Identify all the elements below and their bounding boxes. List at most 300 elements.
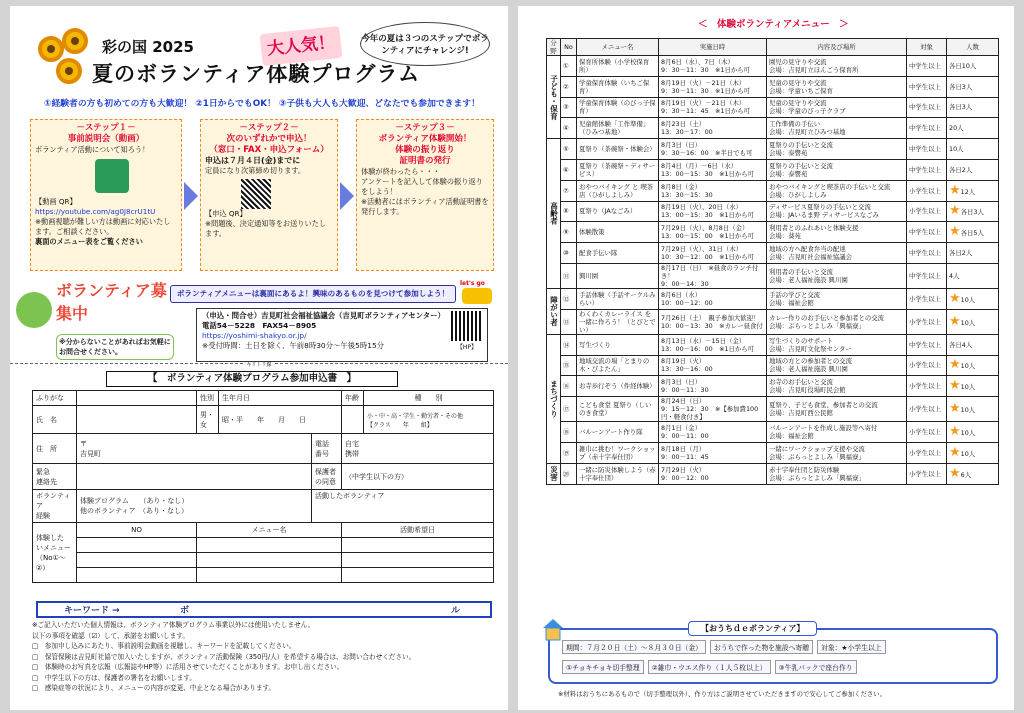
mascot-icon [16,292,52,328]
venue-text: 会場：吉見町西公民館 [769,409,833,418]
datetime-cell [659,159,767,180]
flyer-menu-page [518,6,1014,710]
age-label: 年齢 [342,391,364,406]
menu-row [547,159,999,180]
count-cell [947,376,999,397]
menu-name: 児童館体験「工作準備」（ひみつ基地） [577,118,659,139]
target-cell: 中学生以上 [907,159,947,180]
menu-name: 雑巾に挑む！ワークショップ（赤十字奉仕団） [577,442,659,463]
count-cell [947,397,999,422]
wish-menu-field[interactable] [197,568,342,583]
menu-row [547,463,999,484]
step-title: －ステップ３－ [395,123,455,133]
step-title: －ステップ２－ [239,123,299,133]
gender-label: 性別 [197,391,219,406]
step-subtitle: ボランティア体験開始！ [378,134,472,144]
count-cell [947,97,999,118]
venue-text: 会場：福祉会館 [769,298,814,307]
count-cell [947,463,999,484]
star-icon: ★ [949,290,961,306]
page-title: 夏のボランティア体験プログラム [92,62,421,86]
arrow-right-icon [340,182,354,210]
wish-menu-field[interactable] [197,553,342,568]
col-header-category: 分野 [547,39,561,56]
note-checkbox-item[interactable]: □ 感染症等の状況により、メニューの内容が変更、中止となる場合があります。 [32,684,276,692]
event-time: 13：30－16：00 [661,365,713,374]
count-value: 10人 [949,145,964,154]
step-subtitle: 証明書の発行 [399,156,451,166]
content-text: 児童の見守りや交流 [769,99,827,108]
row-number: ⑤ [561,139,577,160]
count-cell [947,334,999,355]
step-text: ボランティア活動について知ろう！ [35,145,150,154]
content-cell [767,56,907,77]
furigana-field[interactable] [77,391,197,406]
event-time: 13：00－15：30 ※1日から可 [661,169,755,178]
recruit-note: ※分からないことがあればお気軽にお問合せください。 [56,334,174,360]
menu-name: 地域交流の場「とまりの木・びよたん」 [577,355,659,376]
age-field[interactable] [342,406,364,434]
event-time: 13：30－17：00 [661,128,713,137]
count-cell [947,118,999,139]
content-text: 赤十字奉仕団と防災体験 [769,465,840,474]
count-cell [947,56,999,77]
note-checkbox-item[interactable]: □ 中学生以下の方は、保護者の署名をお願いします。 [32,673,196,682]
step-text: 体験が終わったら・・・ [361,167,440,176]
target-cell: 中学生以上 [907,243,947,264]
datetime-cell [659,288,767,309]
content-cell [767,76,907,97]
menu-row [547,243,999,264]
birth-field[interactable]: 昭・平 年 月 日 [219,406,342,434]
speech-bubble: 今年の夏は３つのステップでボランティアにチャレンジ! [360,22,490,66]
count-value: 10人 [960,362,976,371]
datetime-cell [659,334,767,355]
emergency-label: 連絡先 [36,477,57,486]
contact-box [196,308,488,362]
menu-header: メニュー名 [197,523,342,538]
row-number: ⑧ [561,201,577,222]
venue-text: 会場：吉見町立ほんごう保育所 [769,65,859,74]
menu-name: 学童保育体験（いちご保育） [577,76,659,97]
step-text: アンケートを記入して体験の振り返りをしよう！ [361,177,483,196]
star-icon: ★ [949,224,961,240]
wish-date-field[interactable] [342,553,494,568]
sunflower-icon [56,58,82,84]
category-cell: 子ども・保育 [547,56,561,139]
menu-name: 写生づくり [577,334,659,355]
col-header-content: 内容及び場所 [767,39,907,56]
gender-field[interactable]: 男・女 [197,406,219,434]
content-text: バルーンアートを作成し施設等へ寄付 [769,424,878,433]
target-cell: 小学生以上 [907,180,947,201]
venue-text: 会場：学童いちご保育 [769,86,833,95]
datetime-cell [659,243,767,264]
step-text: ※問題後、決定通知等をお送りいたします。 [205,219,327,238]
menu-name: 夏祭り（JAなごみ） [577,201,659,222]
menu-name: 夏祭り（茶碗祭・体験会） [577,139,659,160]
datetime-cell [659,97,767,118]
recruit-area [16,278,174,360]
venue-text: 会場：泰響苑 [769,149,808,158]
datetime-cell [659,309,767,334]
home-volunteer-item: ③牛乳パックで座台作り [775,660,857,674]
menu-row [547,309,999,334]
content-cell [767,159,907,180]
event-date: 8月23日（土） [661,120,706,129]
event-date: 8月8日（金） [661,182,702,191]
row-number: ⑲ [561,442,577,463]
town-field[interactable]: 吉見町 [80,449,101,458]
datetime-cell [659,222,767,243]
count-cell [947,442,999,463]
count-cell [947,159,999,180]
target-cell: 中学生以上 [907,139,947,160]
col-header-menu: メニュー名 [577,39,659,56]
menu-name: 体験散策 [577,222,659,243]
content-cell [767,222,907,243]
datetime-cell [659,422,767,443]
menu-row [547,263,999,288]
number-label: 番号 [315,449,329,458]
wish-no-field[interactable] [77,553,197,568]
application-form [32,390,494,583]
venue-text: 会場：ひがしよしみ [769,190,827,199]
count-value: 12人 [960,187,976,196]
step-3-box [356,119,494,271]
menu-name: お寺歩行ぞう（件経体験） [577,376,659,397]
experience-program-field[interactable]: 体験プログラム （あり・なし） [80,497,189,505]
wish-no-field[interactable] [77,538,197,553]
datetime-cell [659,118,767,139]
contact-phone: 電話54－5228 FAX54－8905 [202,321,317,330]
event-time: 9：00－11：00 [661,432,709,441]
menu-row [547,97,999,118]
event-date: 8月6日（水） [661,290,702,299]
home-phone-field[interactable]: 自宅 [345,439,359,448]
content-cell [767,288,907,309]
event-time: 13：30－15：30 [661,190,713,199]
count-cell [947,243,999,264]
hp-qr-icon [451,311,481,341]
wish-date-field[interactable] [342,568,494,583]
video-link[interactable]: https://youtube.com/ag0J8crU1tU [35,207,156,216]
event-date: 8月24日（日） [661,397,706,406]
target-cell: 中学生以上 [907,334,947,355]
event-date: 7月29日（火）、31日（木） [661,245,743,254]
venue-text: 会場：吉見町立ひみつ基地 [769,128,846,137]
contact-url[interactable]: https://yoshimi-shakyo.or.jp/ [202,331,307,340]
content-cell [767,201,907,222]
wish-date-field[interactable] [342,538,494,553]
col-header-no: No [561,39,577,56]
datetime-cell [659,397,767,422]
recruit-title: ボランティア募集中 [56,281,167,323]
event-time: 10：30－12：00 ※1日から可 [661,253,755,262]
house-icon [542,618,564,642]
content-cell [767,397,907,422]
menu-name: 保育所体験（小学校保育所） [577,56,659,77]
home-volunteer-target: 対象：★小学生以上 [817,640,885,654]
event-date: 8月6日（水）、7日（木） [661,57,734,66]
count-cell [947,263,999,288]
note-checkbox-item[interactable]: □ 体験時のお写真を広報（広報誌やHP等）に活用させていただくことがあります。お申し出ください。 [32,663,344,671]
count-cell [947,288,999,309]
wish-no-field[interactable] [77,568,197,583]
menu-row [547,334,999,355]
venue-text: 会場：泰響苑 [769,169,808,178]
venue-text: 会場：吉見町役場町民会館 [769,386,846,395]
count-value: 10人 [960,318,976,327]
content-text: 地域の方との参加者との交流 [769,357,853,366]
letsgo-label: let's go [460,280,485,287]
event-date: 8月19日（火） [661,357,706,366]
star-icon: ★ [949,465,961,481]
venue-text: 会場：学童のびっ子クラブ [769,107,846,116]
menu-table [546,38,999,485]
guardian-field[interactable]: （中学生以下の方） [342,464,494,490]
content-text: 手話の学びと交流 [769,290,821,299]
event-time: 9：30－11：45 ※1日から可 [661,107,751,116]
furigana-label: ふりがな [33,391,77,406]
phone-person-icon [95,159,129,193]
experience-other-field[interactable]: 他のボランティア （あり・なし） [80,507,188,515]
venue-text: 会場：ぶらっとよしみ「興福寮」 [769,452,865,461]
emergency-label: 緊急 [36,467,50,476]
content-cell [767,376,907,397]
count-value: 20人 [949,124,964,133]
step-text: 裏面のメニュー表をご覧ください [35,237,143,246]
event-date: 8月1日（金） [661,424,702,433]
menu-row [547,288,999,309]
count-cell [947,222,999,243]
content-cell [767,243,907,264]
menu-name: わくわくカレーライス を一緒に作ろう！（とびとでい） [577,309,659,334]
event-time: 10：00－12：00 [661,298,713,307]
row-number: ③ [561,97,577,118]
note-checkbox-item[interactable]: □ 保管保険は吉見町社協で加入いたしますが、ボランティア活動保険（350円/人）を希望する場合は、お問い合わせください。 [32,652,416,661]
phone-label: 電話 [315,439,329,448]
step-text: 【動画 QR】 [35,197,77,206]
keyword-char-ru: ル [451,606,461,616]
count-cell [947,422,999,443]
count-value: 各日3人 [949,103,973,112]
category-cell: 災害 [547,463,561,484]
event-time: 9：30－16：00 ※半日でも可 [661,149,753,158]
row-number: ⑮ [561,355,577,376]
form-title: 【 ボランティア体験プログラム参加申込書 】 [106,371,398,387]
content-text: おやつバイキングと喫茶店の手伝いと交流 [769,182,891,191]
menu-name: 夏祭り（茶碗祭・ディサービス） [577,159,659,180]
home-volunteer-note: ※材料はおうちにあるもので（切手整理以外）、作り方はご説明させていただきますので安心してご参加ください。 [558,690,887,698]
target-cell: 中学生以上 [907,263,947,288]
venue-text: 会場：ぶらっとよしみ「興福寮」 [769,473,865,482]
content-text: 利用者とのふれあいと体験支援 [769,224,859,233]
star-icon: ★ [949,424,961,440]
star-icon: ★ [949,401,961,417]
venue-text: 会場：吉見町社会福祉協議会 [769,253,853,262]
step-2-box [200,119,338,271]
menu-name: バルーンアート作り隊 [577,422,659,443]
star-icon: ★ [949,203,961,219]
venue-text: 会場：吉見町文化祭センター [769,344,852,353]
event-time: 13：00－16：00 ※1日から可 [661,344,755,353]
experience-label: ボランティア [36,492,71,510]
row-number: ⑯ [561,376,577,397]
content-text: 写生づくりのサポート [769,336,833,345]
datetime-cell [659,201,767,222]
count-cell [947,139,999,160]
content-cell [767,463,907,484]
target-cell: 小学生以上 [907,397,947,422]
col-header-datetime: 実施日時 [659,39,767,56]
venue-text: 会場：老人福祉施設 興川園 [769,275,848,284]
postal-field[interactable]: 〒 [80,439,87,448]
row-number: ⑩ [561,243,577,264]
count-value: 6人 [960,470,972,479]
home-volunteer-desc: おうちで作った物を施設へ寄贈 [710,640,813,654]
menu-row [547,355,999,376]
venue-text: 会場：葵苑 [769,232,801,241]
datetime-cell [659,442,767,463]
star-icon: ★ [949,313,961,329]
no-header: NO [77,523,197,538]
count-value: 各日4人 [949,340,973,349]
content-cell [767,118,907,139]
target-cell: 小学生以上 [907,309,947,334]
step-title: －ステップ１－ [76,123,136,133]
event-time: 9：15－12：30 ※【参加費100円・軽食付き】 [661,405,759,422]
target-cell: 中学生以上 [907,118,947,139]
content-cell [767,139,907,160]
class-field[interactable]: 【クラス 年 組】 [367,421,433,429]
menu-name: おやつバイキング と 喫茶店（ひがしよしみ） [577,180,659,201]
emergency-field[interactable] [77,464,312,490]
name-field[interactable] [77,406,197,434]
content-cell [767,309,907,334]
row-number: ⑫ [561,288,577,309]
count-cell [947,309,999,334]
event-date: 7月29日（火） [661,465,706,474]
event-time: 9：00－12：00 [661,473,709,482]
row-number: ⑬ [561,309,577,334]
target-cell: 小学生以上 [907,355,947,376]
content-cell [767,442,907,463]
row-number: ⑦ [561,180,577,201]
hp-label: 【HP】 [456,344,477,351]
count-value: 各日2人 [949,249,973,258]
step-text: ※動画視聴が難しい方は動画に対応いたします。ご相談ください。 [35,217,171,236]
target-cell: 中学生以上 [907,56,947,77]
row-number: ⑪ [561,263,577,288]
step-subtitle: 次のいずれかで申込！ [226,134,312,144]
event-time: 9：00－14：30 [661,279,709,288]
target-cell: 小学生以上 [907,376,947,397]
count-value: 10人 [960,295,976,304]
menu-row [547,56,999,77]
datetime-cell [659,376,767,397]
title-year: 彩の国 2025 [102,38,194,56]
datetime-cell [659,56,767,77]
home-volunteer-item: ②雑巾・ウエス作り（１人５枚以上） [648,660,771,674]
row-number: ⑳ [561,463,577,484]
category-cell: 高齢者 [547,139,561,289]
step-subtitle: 体験の振り返り [395,145,455,155]
star-icon: ★ [949,444,961,460]
keyword-field[interactable] [36,601,492,618]
event-date: 7月29日（火）、8月8日（金） [661,224,749,233]
note-checkbox-item[interactable]: □ 参加申し込みにあたり、事前説明会動画を視聴し、キーワードを記載してください。 [32,642,296,650]
content-text: ディサービス夏祭りの手伝いと交流 [769,203,871,212]
menu-name: 学童保育体験（のびっ子保育） [577,97,659,118]
menu-row [547,376,999,397]
venue-text: 会場：JAいるま野 ディサービスなごみ [769,211,879,220]
wish-menu-field[interactable] [197,538,342,553]
event-time: 10：00－13：30 ※カレー昼食付 [661,321,763,330]
count-cell [947,355,999,376]
datetime-cell [659,355,767,376]
count-cell [947,180,999,201]
step-subtitle: （窓口・FAX・申込フォーム） [209,145,329,155]
count-value: 各日5人 [960,229,984,238]
row-number: ⑨ [561,222,577,243]
venue-text: 会場：ぶらっとよしみ「興福寮」 [769,321,865,330]
event-date: 8月13日（水）－15日（金） [661,336,746,345]
home-volunteer-title: 【おうちｄｅボランティア】 [688,621,817,636]
step-1-box [30,119,182,271]
content-cell [767,180,907,201]
experience-label: 経験 [36,512,50,520]
row-number: ⑰ [561,397,577,422]
content-text: 一緒にワークショップ支援や交流 [769,444,865,453]
activity-field[interactable]: 活動したボランティア [312,490,494,523]
keyword-char-bo: ボ [180,606,190,616]
note-item: 以下の事項を確認（☑）して、承諾をお願いします。 [32,631,189,640]
count-value: 各日3人 [960,208,984,217]
col-header-target: 対象 [907,39,947,56]
event-date: 7月26日（土） 親子参加大歓迎！ [661,313,760,322]
menu-name: 興川園 [577,263,659,288]
row-number: ⑱ [561,422,577,443]
target-cell: 小学生以上 [907,463,947,484]
count-value: 各日3人 [949,82,973,91]
content-text: 夏祭り、子ども食堂、参加者との交流 [769,401,878,410]
datetime-cell [659,463,767,484]
event-date: 8月4日（月）－6日（水） [661,161,738,170]
menu-row [547,201,999,222]
category-cell: 障がい者 [547,288,561,334]
target-cell: 小学生以上 [907,422,947,443]
datetime-cell [659,263,767,288]
content-text: カレー作りのお手伝いと参加者との交流 [769,313,885,322]
menu-name: 一緒に防災体験しよう（赤十字奉仕団） [577,463,659,484]
qr-code-icon [241,179,271,209]
count-value: 10人 [960,429,976,438]
content-cell [767,355,907,376]
cut-line-label: キリトリ線 [243,362,274,368]
col-header-count: 人数 [947,39,999,56]
event-time: 9：30－11：30 ※1日から可 [661,65,751,74]
sunflower-icon [62,28,88,54]
guardian-label: 保護者 [315,467,336,476]
pointing-hand-icon [462,288,492,304]
mobile-phone-field[interactable]: 携帯 [345,449,359,458]
datetime-cell [659,139,767,160]
sunflower-icon [38,36,64,62]
event-date: 8月3日（日） [661,141,702,150]
category-field[interactable]: 小・中・高・学生・勤労者・その他 [367,412,464,420]
contact-hours: ※受付時間：土日を除く、午前8時30分～午後5時15分 [202,341,385,350]
